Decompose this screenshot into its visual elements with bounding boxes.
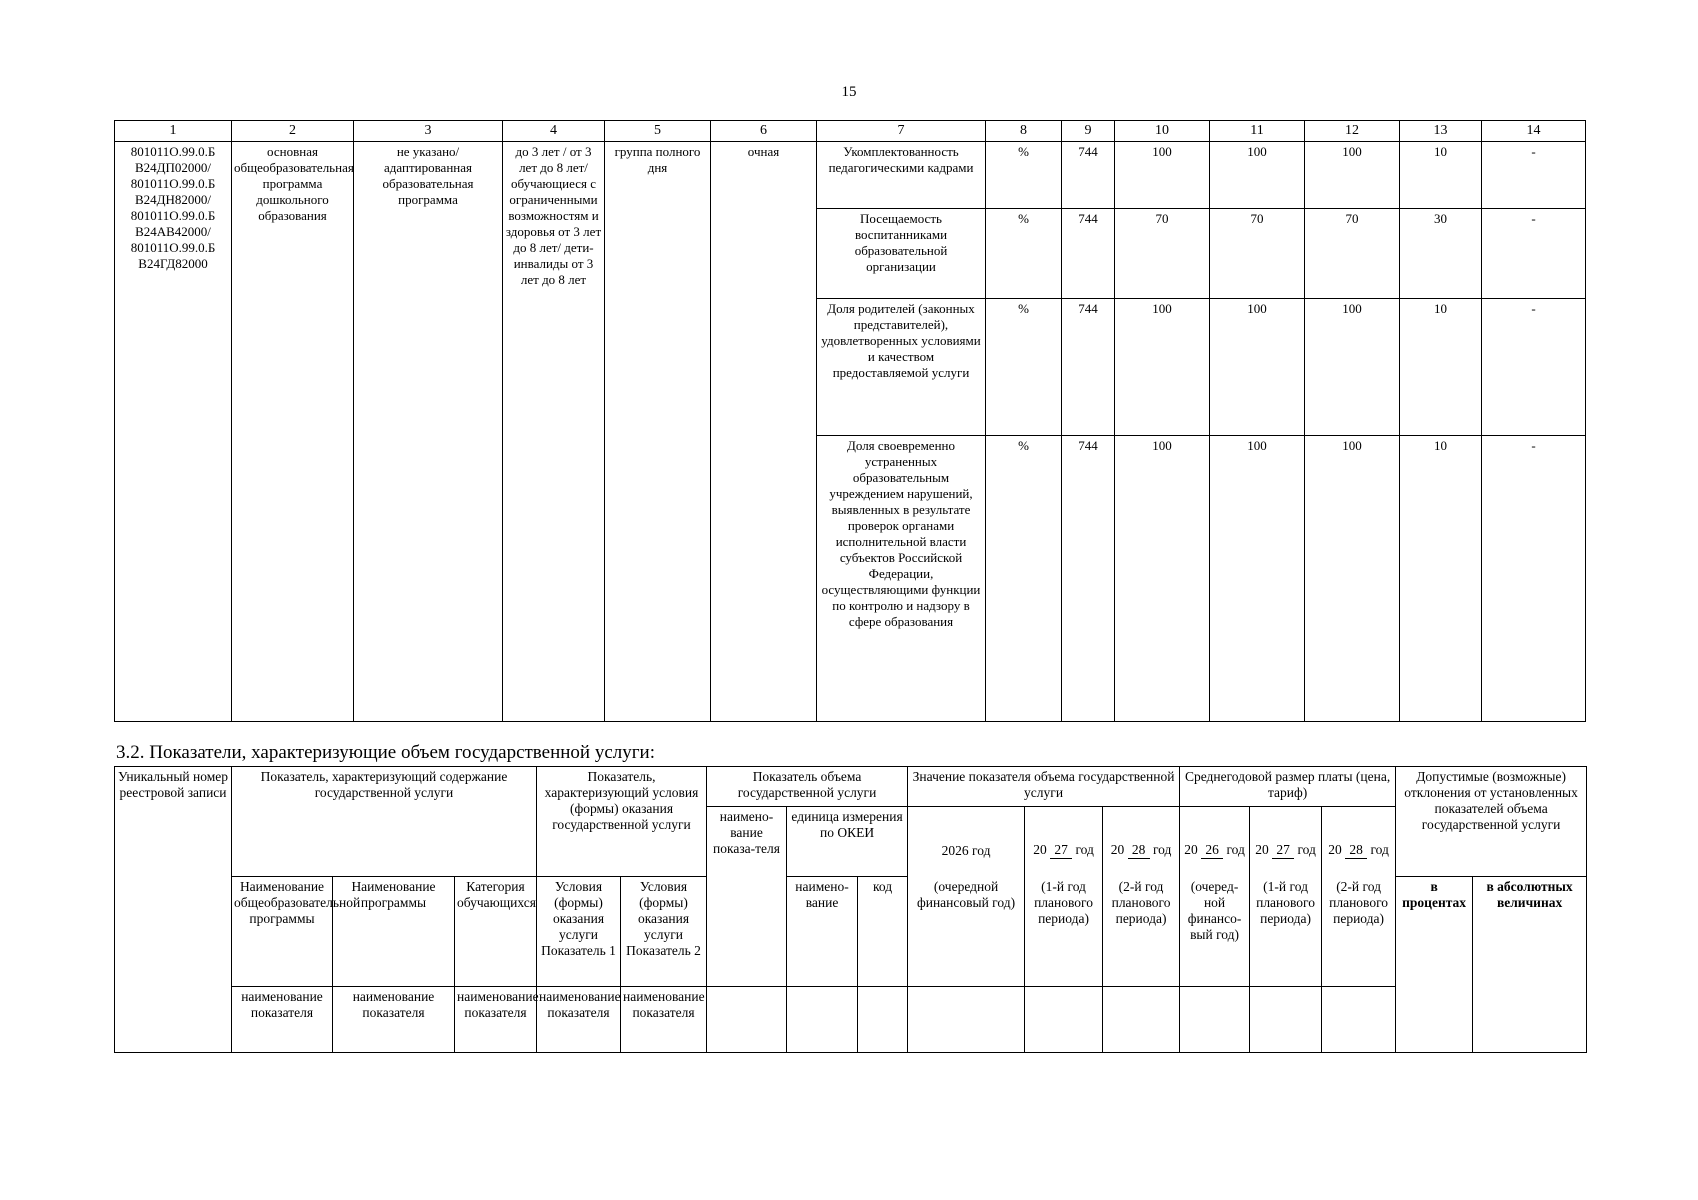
volume-value-header: Значение показателя объема государственной услуги (908, 767, 1180, 807)
fee-2028-header (1322, 807, 1396, 877)
category-subheader: Категория обучающихся (455, 877, 537, 987)
col-header: 11 (1210, 121, 1305, 142)
program-type-cell: не указано/ адаптированная образовательная программа (354, 142, 503, 722)
program-cell: основная общеобразовательная программа дошкольного образования (232, 142, 354, 722)
col-header: 13 (1400, 121, 1482, 142)
empty-cell (1180, 987, 1250, 1053)
year-suffix: 28 (1345, 842, 1367, 859)
okei-code-cell: 744 (1062, 299, 1115, 436)
table-row (115, 142, 1586, 209)
col-header: 2 (232, 121, 354, 142)
col-header: 10 (1115, 121, 1210, 142)
unit-cell: % (986, 209, 1062, 299)
indicator-name-header: наимено-вание показа-теля (707, 807, 787, 987)
year-suffix: 27 (1050, 842, 1072, 859)
year-2026-header: 2026 год (908, 807, 1025, 877)
unit-cell: % (986, 299, 1062, 436)
programs-subheader: Наименование программы (333, 877, 455, 987)
col-header: 5 (605, 121, 711, 142)
deviation-absolute-cell: - (1482, 299, 1586, 436)
year-prefix: 20 (1184, 842, 1198, 858)
indicator-name-label: наименование показателя (537, 987, 621, 1053)
value-2026-cell: 100 (1115, 299, 1210, 436)
conditions-indicator-header: Показатель, характеризующий условия (формы) оказания государственной услуги (537, 767, 707, 877)
condition-1-subheader: Условия (формы) оказания услуги Показатель 1 (537, 877, 621, 987)
empty-cell (1025, 987, 1103, 1053)
program-name-subheader: Наименование общеобразовательной программы (232, 877, 333, 987)
page-number: 15 (841, 84, 857, 100)
fee-2027-header (1250, 807, 1322, 877)
okei-name-subheader: наимено-вание (787, 877, 858, 987)
year-suffix: 28 (1128, 842, 1150, 859)
col-header: 14 (1482, 121, 1586, 142)
indicator-name-label: наименование показателя (333, 987, 455, 1053)
empty-cell (1103, 987, 1180, 1053)
registry-number-cell: 801011О.99.0.Б В24ДП02000/ 801011О.99.0.Б В24ДН82000/ 801011О.99.0.Б В24АВ42000/ 801011О.99.0.Б В24ГД82000 (115, 142, 232, 722)
quality-indicators-table (114, 120, 1586, 722)
category-cell: до 3 лет / от 3 лет до 8 лет/ обучающиеся с ограниченными возможностям и здоровья от 3 лет до 8 лет/ дети-инвалиды от 3 лет до 8 лет (503, 142, 605, 722)
value-2027-cell: 100 (1210, 299, 1305, 436)
fee-2026-sub: (очеред-ной финансо-вый год) (1180, 877, 1250, 987)
avg-fee-header: Среднегодовой размер платы (цена, тариф) (1180, 767, 1396, 807)
deviation-absolute-cell: - (1482, 142, 1586, 209)
value-2028-cell: 100 (1305, 142, 1400, 209)
header-row (115, 987, 1587, 1053)
value-2026-cell: 100 (1115, 142, 1210, 209)
year-prefix: 20 (1110, 842, 1125, 858)
empty-cell (707, 987, 787, 1053)
empty-cell (787, 987, 858, 1053)
value-2027-cell: 100 (1210, 142, 1305, 209)
empty-cell (908, 987, 1025, 1053)
group-cell: группа полного дня (605, 142, 711, 722)
form-cell: очная (711, 142, 817, 722)
volume-indicators-table (114, 766, 1587, 1053)
year-2028-sub: (2-й год планового периода) (1103, 877, 1180, 987)
okei-code-cell: 744 (1062, 436, 1115, 722)
col-header: 8 (986, 121, 1062, 142)
value-2026-cell: 70 (1115, 209, 1210, 299)
in-absolute-header: в абсолютных величинах (1473, 877, 1587, 1053)
value-2027-cell: 70 (1210, 209, 1305, 299)
unit-cell: % (986, 142, 1062, 209)
year-word: год (1370, 842, 1389, 858)
unit-cell: % (986, 436, 1062, 722)
value-2028-cell: 70 (1305, 209, 1400, 299)
year-2026-sub: (очередной финансовый год) (908, 877, 1025, 987)
col-header: 6 (711, 121, 817, 142)
indicator-name-label: наименование показателя (621, 987, 707, 1053)
deviation-percent-cell: 10 (1400, 142, 1482, 209)
deviations-header: Допустимые (возможные) отклонения от установленных показателей объема государственной услуги (1396, 767, 1587, 877)
deviation-percent-cell: 10 (1400, 436, 1482, 722)
year-suffix: 26 (1201, 842, 1223, 859)
content-indicator-header: Показатель, характеризующий содержание государственной услуги (232, 767, 537, 877)
section-title: 3.2. Показатели, характеризующие объем государственной услуги: (116, 742, 656, 763)
okei-unit-header: единица измерения по ОКЕИ (787, 807, 908, 877)
empty-cell (1322, 987, 1396, 1053)
col-header: 12 (1305, 121, 1400, 142)
year-prefix: 20 (1328, 842, 1342, 858)
header-row (115, 767, 1587, 807)
year-word: год (1075, 842, 1094, 858)
indicator-name-label: наименование показателя (232, 987, 333, 1053)
unique-number-header: Уникальный номер реестровой записи (115, 767, 232, 987)
col-header: 9 (1062, 121, 1115, 142)
value-2028-cell: 100 (1305, 436, 1400, 722)
volume-indicator-header: Показатель объема государственной услуги (707, 767, 908, 807)
unique-number-bottom (115, 987, 232, 1053)
col-header: 1 (115, 121, 232, 142)
year-word: год (1152, 842, 1172, 858)
col-header: 4 (503, 121, 605, 142)
indicator-name-cell: Доля родителей (законных представителей), удовлетворенных условиями и качеством предоставляемой услуги (817, 299, 986, 436)
value-2026-cell: 100 (1115, 436, 1210, 722)
fee-2026-header (1180, 807, 1250, 877)
year-suffix: 27 (1272, 842, 1294, 859)
empty-cell (858, 987, 908, 1053)
col-header: 3 (354, 121, 503, 142)
year-word: год (1226, 842, 1245, 858)
indicator-name-cell: Посещаемость воспитанниками образовательной организации (817, 209, 986, 299)
year-prefix: 20 (1255, 842, 1269, 858)
value-2027-cell: 100 (1210, 436, 1305, 722)
empty-cell (1250, 987, 1322, 1053)
in-percent-header: в процентах (1396, 877, 1473, 1053)
indicator-name-label: наименование показателя (455, 987, 537, 1053)
year-prefix: 20 (1033, 842, 1047, 858)
value-2028-cell: 100 (1305, 299, 1400, 436)
indicator-name-cell: Доля своевременно устраненных образовательным учреждением нарушений, выявленных в результате проверок органами исполнительной власти субъектов Российской Федерации, осуществляющими функции по контролю и надзору в сфере образования (817, 436, 986, 722)
column-number-row (115, 121, 1586, 142)
fee-2028-sub: (2-й год планового периода) (1322, 877, 1396, 987)
year-2028-header (1103, 807, 1180, 877)
year-2027-sub: (1-й год планового периода) (1025, 877, 1103, 987)
deviation-percent-cell: 30 (1400, 209, 1482, 299)
okei-code-subheader: код (858, 877, 908, 987)
okei-code-cell: 744 (1062, 209, 1115, 299)
condition-2-subheader: Условия (формы) оказания услуги Показатель 2 (621, 877, 707, 987)
deviation-absolute-cell: - (1482, 436, 1586, 722)
year-word: год (1297, 842, 1316, 858)
fee-2027-sub: (1-й год планового периода) (1250, 877, 1322, 987)
deviation-absolute-cell: - (1482, 209, 1586, 299)
indicator-name-cell: Укомплектованность педагогическими кадрами (817, 142, 986, 209)
year-2027-header (1025, 807, 1103, 877)
header-row (115, 877, 1587, 987)
deviation-percent-cell: 10 (1400, 299, 1482, 436)
col-header: 7 (817, 121, 986, 142)
okei-code-cell: 744 (1062, 142, 1115, 209)
